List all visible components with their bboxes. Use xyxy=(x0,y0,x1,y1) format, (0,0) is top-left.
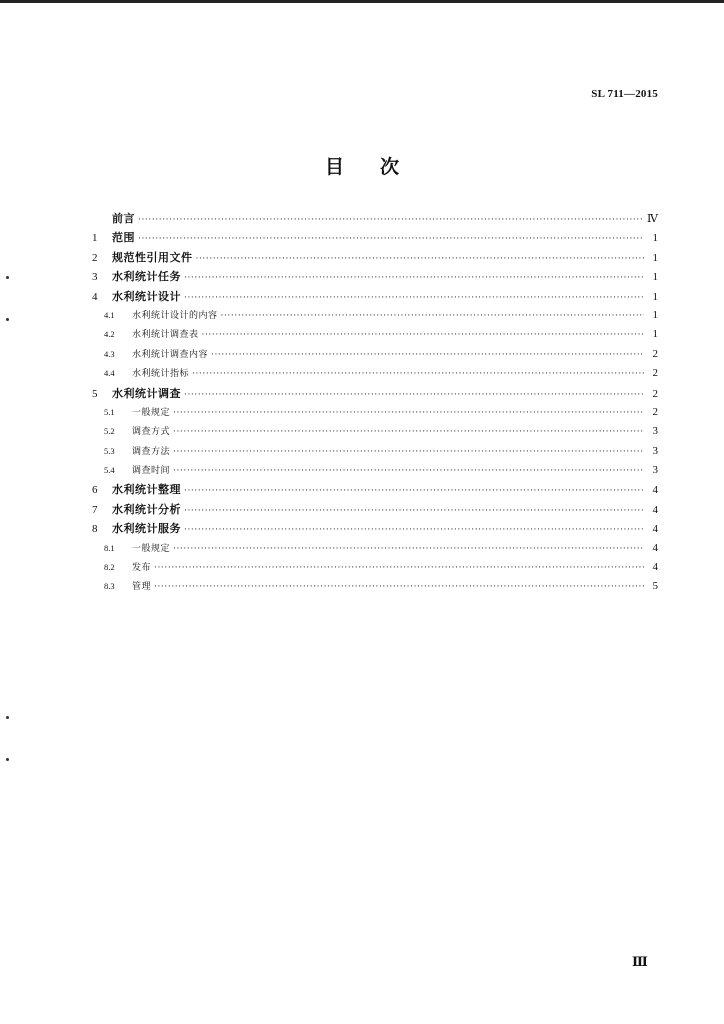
toc-entry-page: 2 xyxy=(652,405,658,418)
dot-leader xyxy=(196,253,645,266)
page-number: Ⅲ xyxy=(632,954,647,969)
dot-leader xyxy=(154,562,644,575)
toc-entry-page: 1 xyxy=(652,271,658,284)
toc-entry-number: 4.1 xyxy=(104,309,115,320)
toc-entry-label: 管理 xyxy=(132,582,152,593)
toc-entry-number: 5.2 xyxy=(104,426,115,437)
toc-entry-page: 3 xyxy=(652,425,658,438)
toc-entry-number: 4.2 xyxy=(104,329,115,340)
toc-entry-number: 3 xyxy=(92,271,98,284)
toc-entry-label: 水利统计设计 xyxy=(112,289,181,303)
toc-entry-number: 8.1 xyxy=(104,542,115,553)
toc-entry-label: 水利统计调查 xyxy=(112,386,181,400)
dot-leader xyxy=(184,485,644,498)
toc-subentry[interactable] xyxy=(92,328,658,347)
toc-title: 目次 xyxy=(324,156,435,178)
toc-entry[interactable] xyxy=(92,212,658,231)
toc-subentry[interactable] xyxy=(92,561,658,580)
table-of-contents xyxy=(92,212,658,600)
toc-entry-label: 水利统计服务 xyxy=(112,522,181,536)
toc-entry-label: 水利统计调查表 xyxy=(132,330,199,341)
dot-leader xyxy=(154,581,644,594)
toc-entry[interactable] xyxy=(92,231,658,250)
toc-entry-page: 1 xyxy=(652,232,658,245)
toc-entry-page: 1 xyxy=(652,308,658,321)
toc-entry-label: 规范性引用文件 xyxy=(112,250,193,264)
toc-entry-label: 水利统计设计的内容 xyxy=(132,310,218,321)
scan-speck xyxy=(6,758,9,761)
dot-leader xyxy=(192,368,644,381)
toc-entry-label: 前言 xyxy=(112,212,135,225)
toc-entry[interactable] xyxy=(92,251,658,270)
top-border-line xyxy=(0,0,724,3)
dot-leader xyxy=(138,214,643,227)
toc-entry-page: 1 xyxy=(652,328,658,341)
toc-entry-label: 调查时间 xyxy=(132,466,171,477)
dot-leader xyxy=(173,543,644,556)
scan-speck xyxy=(6,716,9,719)
dot-leader xyxy=(184,524,644,537)
toc-entry-number: 4.4 xyxy=(104,368,115,379)
toc-entry-page: 1 xyxy=(652,290,658,303)
toc-entry-page: 2 xyxy=(652,367,658,380)
toc-entry[interactable] xyxy=(92,483,658,502)
toc-entry-page: 4 xyxy=(652,523,658,536)
dot-leader xyxy=(211,349,644,362)
toc-entry-number: 8.2 xyxy=(104,562,115,573)
toc-entry-page: 2 xyxy=(652,347,658,360)
toc-subentry[interactable] xyxy=(92,464,658,483)
toc-entry-page: 4 xyxy=(652,561,658,574)
toc-entry-number: 5.4 xyxy=(104,465,115,476)
toc-subentry[interactable] xyxy=(92,425,658,444)
toc-entry-number: 5.3 xyxy=(104,445,115,456)
toc-subentry[interactable] xyxy=(92,309,658,328)
toc-entry-number: 8 xyxy=(92,523,98,536)
toc-entry-page: 4 xyxy=(652,484,658,497)
dot-leader xyxy=(173,465,644,478)
toc-subentry[interactable] xyxy=(92,406,658,425)
toc-entry-label: 水利统计指标 xyxy=(132,369,190,380)
toc-entry-number: 1 xyxy=(92,232,98,245)
toc-entry[interactable] xyxy=(92,503,658,522)
toc-entry-label: 发布 xyxy=(132,563,152,574)
toc-entry-number: 4 xyxy=(92,290,98,303)
toc-subentry[interactable] xyxy=(92,580,658,599)
toc-entry-page: 2 xyxy=(652,387,658,400)
toc-entry-number: 2 xyxy=(92,251,98,264)
toc-entry-label: 水利统计分析 xyxy=(112,502,181,516)
toc-entry-page: 3 xyxy=(652,444,658,457)
dot-leader xyxy=(221,310,644,323)
toc-subentry[interactable] xyxy=(92,348,658,367)
toc-entry-number: 5 xyxy=(92,387,98,400)
toc-entry-label: 调查方法 xyxy=(132,446,171,457)
toc-entry-label: 范围 xyxy=(112,231,135,245)
dot-leader xyxy=(202,329,644,342)
dot-leader xyxy=(184,505,644,518)
toc-subentry[interactable] xyxy=(92,445,658,464)
toc-entry[interactable] xyxy=(92,387,658,406)
toc-entry-number: 4.3 xyxy=(104,348,115,359)
toc-entry-page: 4 xyxy=(652,541,658,554)
toc-entry-page: 1 xyxy=(652,251,658,264)
toc-entry-label: 水利统计整理 xyxy=(112,483,181,497)
toc-subentry[interactable] xyxy=(92,542,658,561)
dot-leader xyxy=(184,272,644,285)
toc-entry-label: 水利统计调查内容 xyxy=(132,349,209,360)
standard-code: SL 711—2015 xyxy=(591,88,658,100)
toc-entry-page: 5 xyxy=(652,580,658,593)
toc-entry-number: 8.3 xyxy=(104,581,115,592)
toc-entry-number: 7 xyxy=(92,503,98,516)
toc-entry-label: 水利统计任务 xyxy=(112,270,181,284)
toc-entry-page: Ⅳ xyxy=(647,213,658,225)
dot-leader xyxy=(173,426,644,439)
dot-leader xyxy=(138,233,644,246)
toc-entry[interactable] xyxy=(92,290,658,309)
toc-entry[interactable] xyxy=(92,522,658,541)
dot-leader xyxy=(173,446,644,459)
scan-speck xyxy=(6,276,9,279)
toc-entry-label: 调查方式 xyxy=(132,427,171,438)
toc-entry-page: 4 xyxy=(652,503,658,516)
dot-leader xyxy=(184,389,644,402)
toc-entry-label: 一般规定 xyxy=(132,543,171,554)
dot-leader xyxy=(173,407,644,420)
toc-entry[interactable] xyxy=(92,270,658,289)
toc-entry-number: 6 xyxy=(92,484,98,497)
toc-entry-number: 5.1 xyxy=(104,406,115,417)
dot-leader xyxy=(184,292,644,305)
toc-subentry[interactable] xyxy=(92,367,658,386)
toc-entry-page: 3 xyxy=(652,464,658,477)
scan-speck xyxy=(6,318,9,321)
toc-entry-label: 一般规定 xyxy=(132,407,171,418)
